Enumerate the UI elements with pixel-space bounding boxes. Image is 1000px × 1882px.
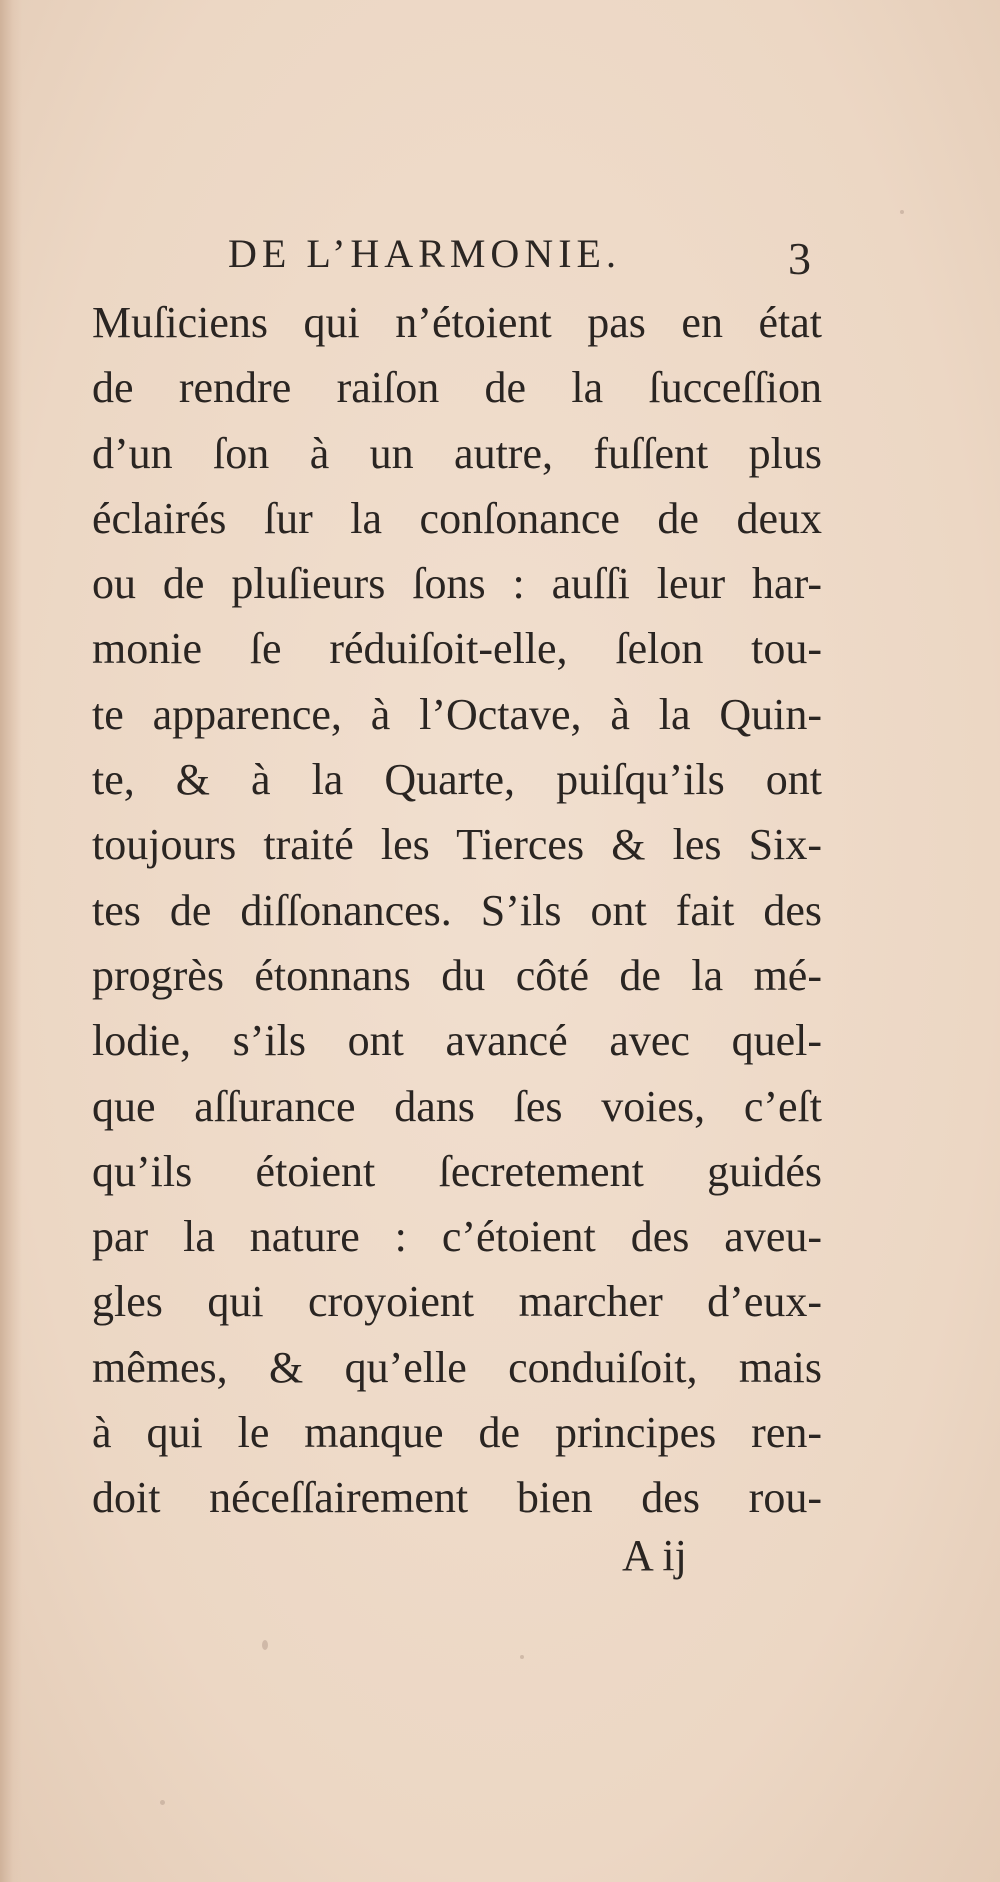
text-line: à qui le manque de principes ren- xyxy=(92,1408,822,1458)
text-line: progrès étonnans du côté de la mé- xyxy=(92,950,822,1000)
text-line: gles qui croyoient marcher d’eux- xyxy=(92,1277,822,1327)
paper-speck xyxy=(900,210,904,214)
paper-speck xyxy=(160,1800,165,1805)
text-line: Muſiciens qui n’étoient pas en état xyxy=(92,298,822,347)
text-line: te, & à la Quarte, puiſqu’ils ont xyxy=(92,755,822,805)
paper-speck xyxy=(520,1655,524,1659)
running-head: DE L’HARMONIE. xyxy=(228,231,621,276)
text-line: toujours traité les Tierces & les Six- xyxy=(92,820,822,870)
text-line: éclairés ſur la conſonance de deux xyxy=(92,493,822,543)
text-line: te apparence, à l’Octave, à la Quin- xyxy=(92,689,822,739)
text-line: par la nature : c’étoient des aveu- xyxy=(92,1212,822,1262)
text-line: mêmes, & qu’elle conduiſoit, mais xyxy=(92,1342,822,1392)
text-line: monie ſe réduiſoit-elle, ſelon tou- xyxy=(92,624,822,674)
text-line: ou de pluſieurs ſons : auſſi leur har- xyxy=(92,559,822,609)
body-text xyxy=(92,290,822,1531)
text-line: que aſſurance dans ſes voies, c’eſt xyxy=(92,1081,822,1131)
page-header xyxy=(0,230,1000,290)
text-line: d’un ſon à un autre, fuſſent plus xyxy=(92,428,822,478)
text-line: de rendre raiſon de la ſucceſſion xyxy=(92,363,822,413)
text-line: qu’ils étoient ſecretement guidés xyxy=(92,1146,822,1196)
paper-speck xyxy=(262,1640,268,1650)
text-line: doit néceſſairement bien des rou- xyxy=(92,1473,822,1523)
signature-mark: A ij xyxy=(622,1531,687,1580)
text-line: tes de diſſonances. S’ils ont fait des xyxy=(92,885,822,935)
text-line: lodie, s’ils ont avancé avec quel- xyxy=(92,1016,822,1066)
page-number: 3 xyxy=(788,233,811,284)
